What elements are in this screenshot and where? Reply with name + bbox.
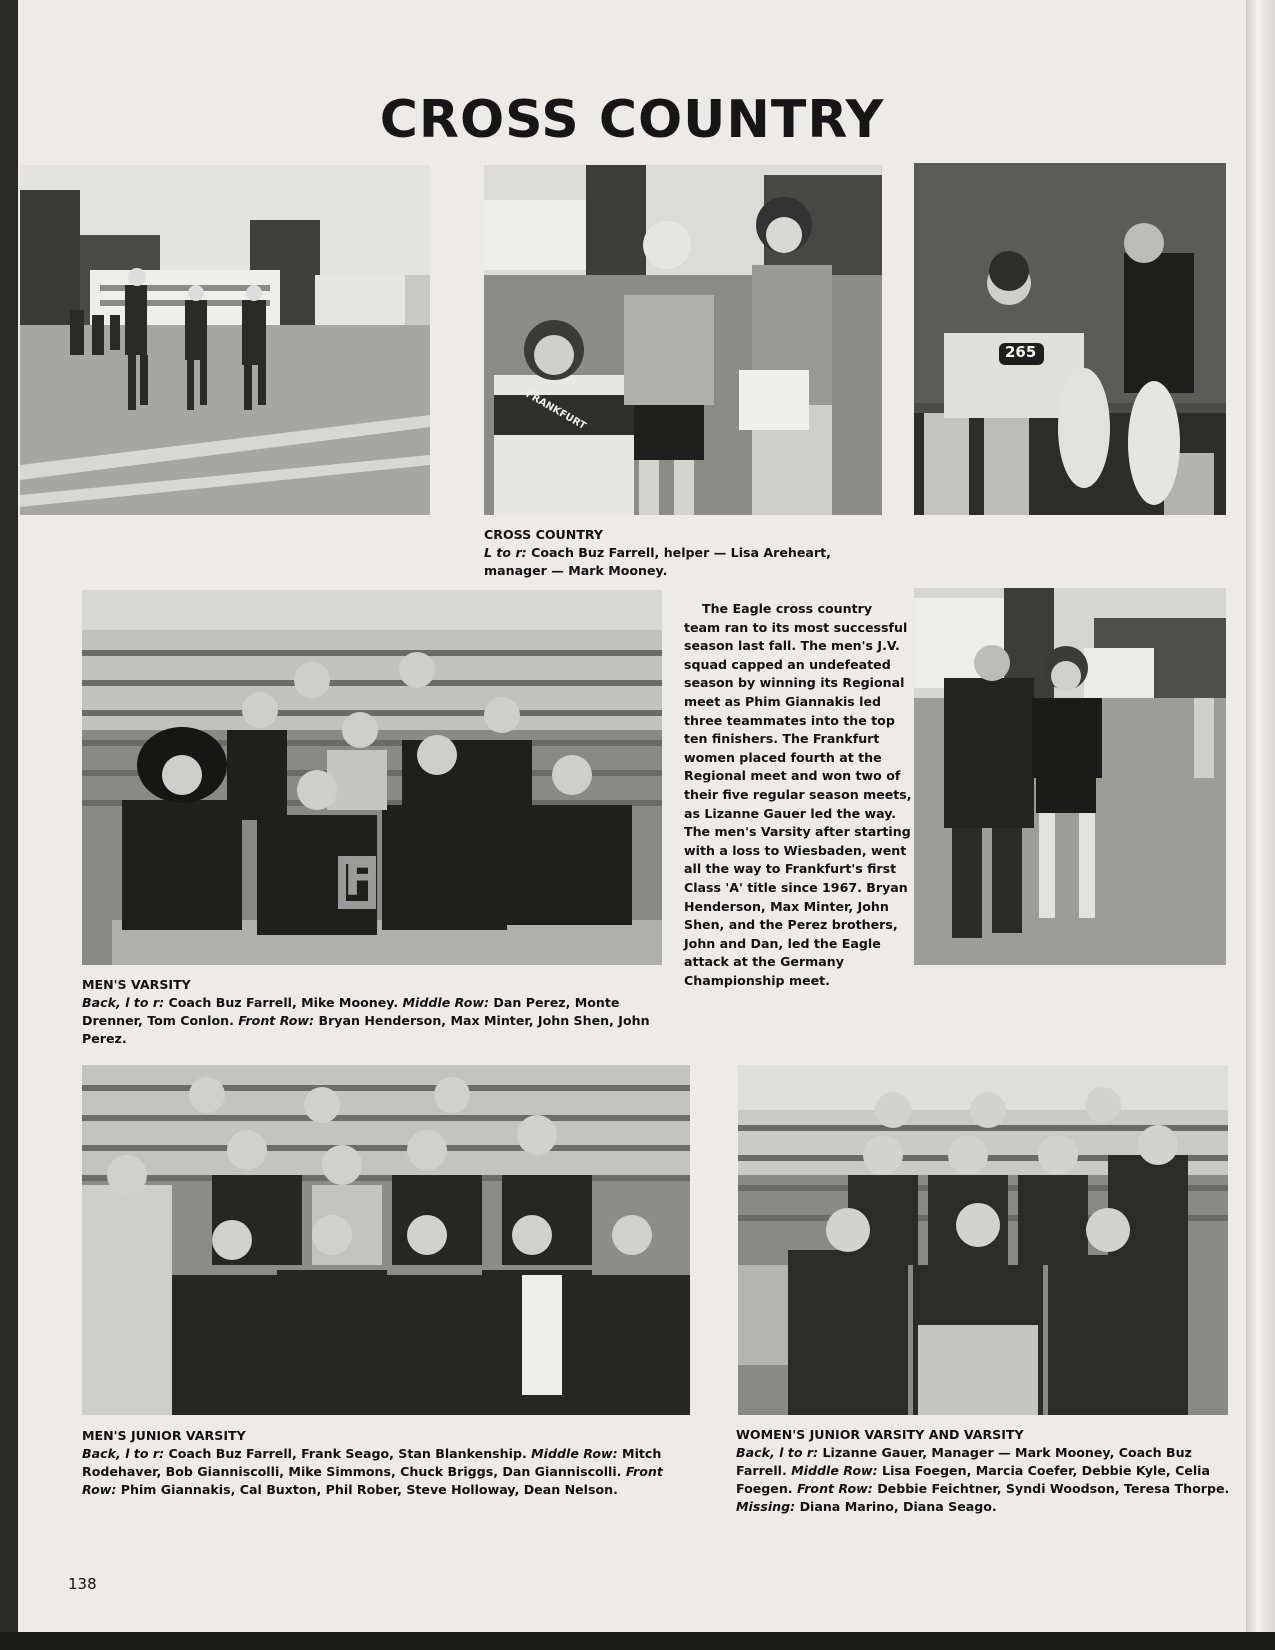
caption-label: L to r: xyxy=(484,545,527,560)
caption-heading: MEN'S JUNIOR VARSITY xyxy=(82,1428,246,1443)
caption-text: Mitch Rodehaver, Bob Gianniscolli, Mike Simmons, Chuck Briggs, Dan Gianniscolli. xyxy=(82,1446,662,1479)
caption-womens-team xyxy=(736,1426,1241,1516)
page-title: CROSS COUNTRY xyxy=(379,90,885,150)
caption-label: Back, l to r: xyxy=(82,1446,165,1461)
caption-text: Lisa Foegen, Marcia Coefer, Debbie Kyle, Celia Foegen. xyxy=(736,1463,1210,1496)
caption-text: Debbie Feichtner, Syndi Woodson, Teresa Thorpe. xyxy=(872,1481,1230,1496)
photo-coaches xyxy=(484,165,882,515)
caption-text: Diana Marino, Diana Seago. xyxy=(795,1499,997,1514)
caption-heading: WOMEN'S JUNIOR VARSITY AND VARSITY xyxy=(736,1427,1024,1442)
photo-runner-finish xyxy=(914,588,1226,965)
caption-text: Coach Buz Farrell, Mike Mooney. xyxy=(164,995,403,1010)
bib-number: 265 xyxy=(1005,343,1037,361)
caption-text: Coach Buz Farrell, helper — Lisa Areheart, manager — Mark Mooney. xyxy=(484,545,831,578)
caption-label: Back, l to r: xyxy=(82,995,165,1010)
scan-bottom-edge xyxy=(0,1632,1275,1650)
photo-mens-varsity xyxy=(82,590,662,965)
photo-resting-runners xyxy=(914,163,1226,515)
caption-text: Lizanne Gauer, Manager — Mark Mooney, Coach Buz Farrell. xyxy=(736,1445,1192,1478)
yearbook-page xyxy=(18,0,1246,1632)
shirt-text: FRANKFURT xyxy=(523,388,588,433)
caption-label: Middle Row: xyxy=(402,995,490,1010)
caption-heading: MEN'S VARSITY xyxy=(82,977,191,992)
caption-heading: CROSS COUNTRY xyxy=(484,527,604,542)
caption-text: Dan Perez, Monte Drenner, Tom Conlon. xyxy=(82,995,620,1028)
caption-mens-varsity xyxy=(82,976,672,1048)
caption-label: Missing: xyxy=(736,1499,796,1514)
caption-label: Front Row: xyxy=(82,1464,663,1497)
caption-label: Middle Row: xyxy=(531,1446,618,1461)
caption-label: Back, l to r: xyxy=(736,1445,819,1460)
caption-text: Bryan Henderson, Max Minter, John Shen, John Perez. xyxy=(82,1013,650,1046)
photo-womens-team xyxy=(738,1065,1228,1415)
photo-mens-junior-varsity xyxy=(82,1065,690,1415)
book-spine xyxy=(1246,0,1275,1650)
photo-runners-track xyxy=(20,165,430,515)
caption-label: Front Row: xyxy=(238,1013,315,1028)
story-text: The Eagle cross country team ran to its most successful season last fall. The men's J.V. squad capped an undefeated season by winning its Regional meet as Phim Giannakis led three teammates into the top ten finishers. The Frankfurt women placed fourth at the Regional meet and won two of their five regular season meets, as Lizanne Gauer led the way. The men's Varsity after starting with a loss to Wiesbaden, went all the way to Frankfurt's first Class 'A' title since 1967. Bryan Henderson, Max Minter, John Shen, and the Perez brothers, John and Dan, led the Eagle attack at the Germany Championship meet. xyxy=(684,601,912,988)
page-number: 138 xyxy=(68,1575,97,1593)
sweater-letter: F xyxy=(344,852,376,906)
caption-mens-junior-varsity xyxy=(82,1427,682,1499)
caption-label: Front Row: xyxy=(796,1481,873,1496)
caption-text: Coach Buz Farrell, Frank Seago, Stan Blankenship. xyxy=(164,1446,532,1461)
caption-coaches xyxy=(484,526,844,580)
caption-text: Phim Giannakis, Cal Buxton, Phil Rober, Steve Holloway, Dean Nelson. xyxy=(116,1482,618,1497)
caption-label: Middle Row: xyxy=(791,1463,878,1478)
